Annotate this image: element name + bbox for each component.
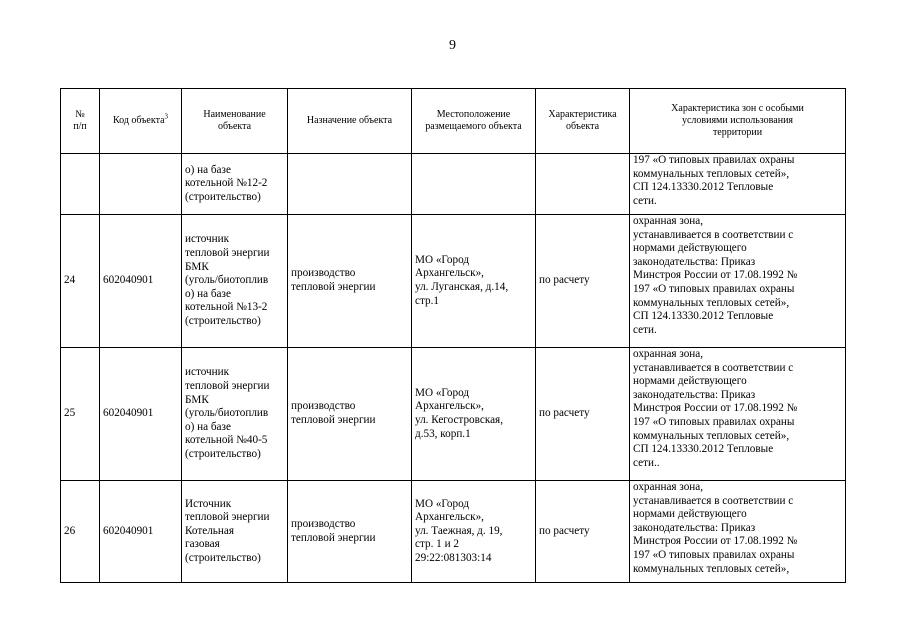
- cell-zones: охранная зона, устанавливается в соответствии с нормами действующего законодательства: Приказ Минстроя России от 17.08.1992 № 197 «О типовых правилах охраны коммунальных тепловых сетей», СП 124.13330.2012 Тепловые сети.: [630, 215, 846, 348]
- cell-characteristic: по расчету: [536, 215, 630, 348]
- header-code: [100, 89, 182, 154]
- table-row: [61, 348, 846, 481]
- cell-characteristic: по расчету: [536, 348, 630, 481]
- cell-num: 25: [61, 348, 100, 481]
- header-location: Местоположение размещаемого объекта: [412, 89, 536, 154]
- cell-code: 602040901: [100, 348, 182, 481]
- cell-zones: 197 «О типовых правилах охраны коммунальных тепловых сетей», СП 124.13330.2012 Тепловые сети.: [630, 154, 846, 215]
- table-row: [61, 481, 846, 583]
- cell-name: о) на базе котельной №12-2 (строительство): [182, 154, 288, 215]
- objects-table: [60, 88, 846, 583]
- table-header-row: [61, 89, 846, 154]
- cell-code: 602040901: [100, 481, 182, 583]
- cell-purpose: производство тепловой энергии: [288, 348, 412, 481]
- table-row: [61, 215, 846, 348]
- cell-purpose: производство тепловой энергии: [288, 215, 412, 348]
- cell-name: Источник тепловой энергии Котельная газовая (строительство): [182, 481, 288, 583]
- cell-purpose: [288, 154, 412, 215]
- header-name: Наименование объекта: [182, 89, 288, 154]
- cell-location: [412, 154, 536, 215]
- cell-characteristic: по расчету: [536, 481, 630, 583]
- header-characteristic: Характеристика объекта: [536, 89, 630, 154]
- cell-num: 24: [61, 215, 100, 348]
- header-code-footnote: 3: [164, 112, 169, 121]
- cell-location: МО «Город Архангельск», ул. Луганская, д.14, стр.1: [412, 215, 536, 348]
- header-code-label: Код объекта: [112, 115, 165, 126]
- cell-code: 602040901: [100, 215, 182, 348]
- header-zones: Характеристика зон с особыми условиями использования территории: [630, 89, 846, 154]
- cell-num: [61, 154, 100, 215]
- cell-code: [100, 154, 182, 215]
- header-purpose: Назначение объекта: [288, 89, 412, 154]
- cell-purpose: производство тепловой энергии: [288, 481, 412, 583]
- header-num: № п/п: [61, 89, 100, 154]
- page-number: 9: [449, 38, 456, 53]
- cell-location: МО «Город Архангельск», ул. Таежная, д. 19, стр. 1 и 2 29:22:081303:14: [412, 481, 536, 583]
- cell-zones: охранная зона, устанавливается в соответствии с нормами действующего законодательства: Приказ Минстроя России от 17.08.1992 № 197 «О типовых правилах охраны коммунальных тепловых сетей»,: [630, 481, 846, 583]
- cell-location: МО «Город Архангельск», ул. Кегостровская, д.53, корп.1: [412, 348, 536, 481]
- cell-name: источник тепловой энергии БМК (уголь/биотоплив о) на базе котельной №13-2 (строительство): [182, 215, 288, 348]
- cell-num: 26: [61, 481, 100, 583]
- cell-characteristic: [536, 154, 630, 215]
- table-row: [61, 154, 846, 215]
- cell-name: источник тепловой энергии БМК (уголь/биотоплив о) на базе котельной №40-5 (строительство): [182, 348, 288, 481]
- cell-zones: охранная зона, устанавливается в соответствии с нормами действующего законодательства: Приказ Минстроя России от 17.08.1992 № 197 «О типовых правилах охраны коммунальных тепловых сетей», СП 124.13330.2012 Тепловые сети..: [630, 348, 846, 481]
